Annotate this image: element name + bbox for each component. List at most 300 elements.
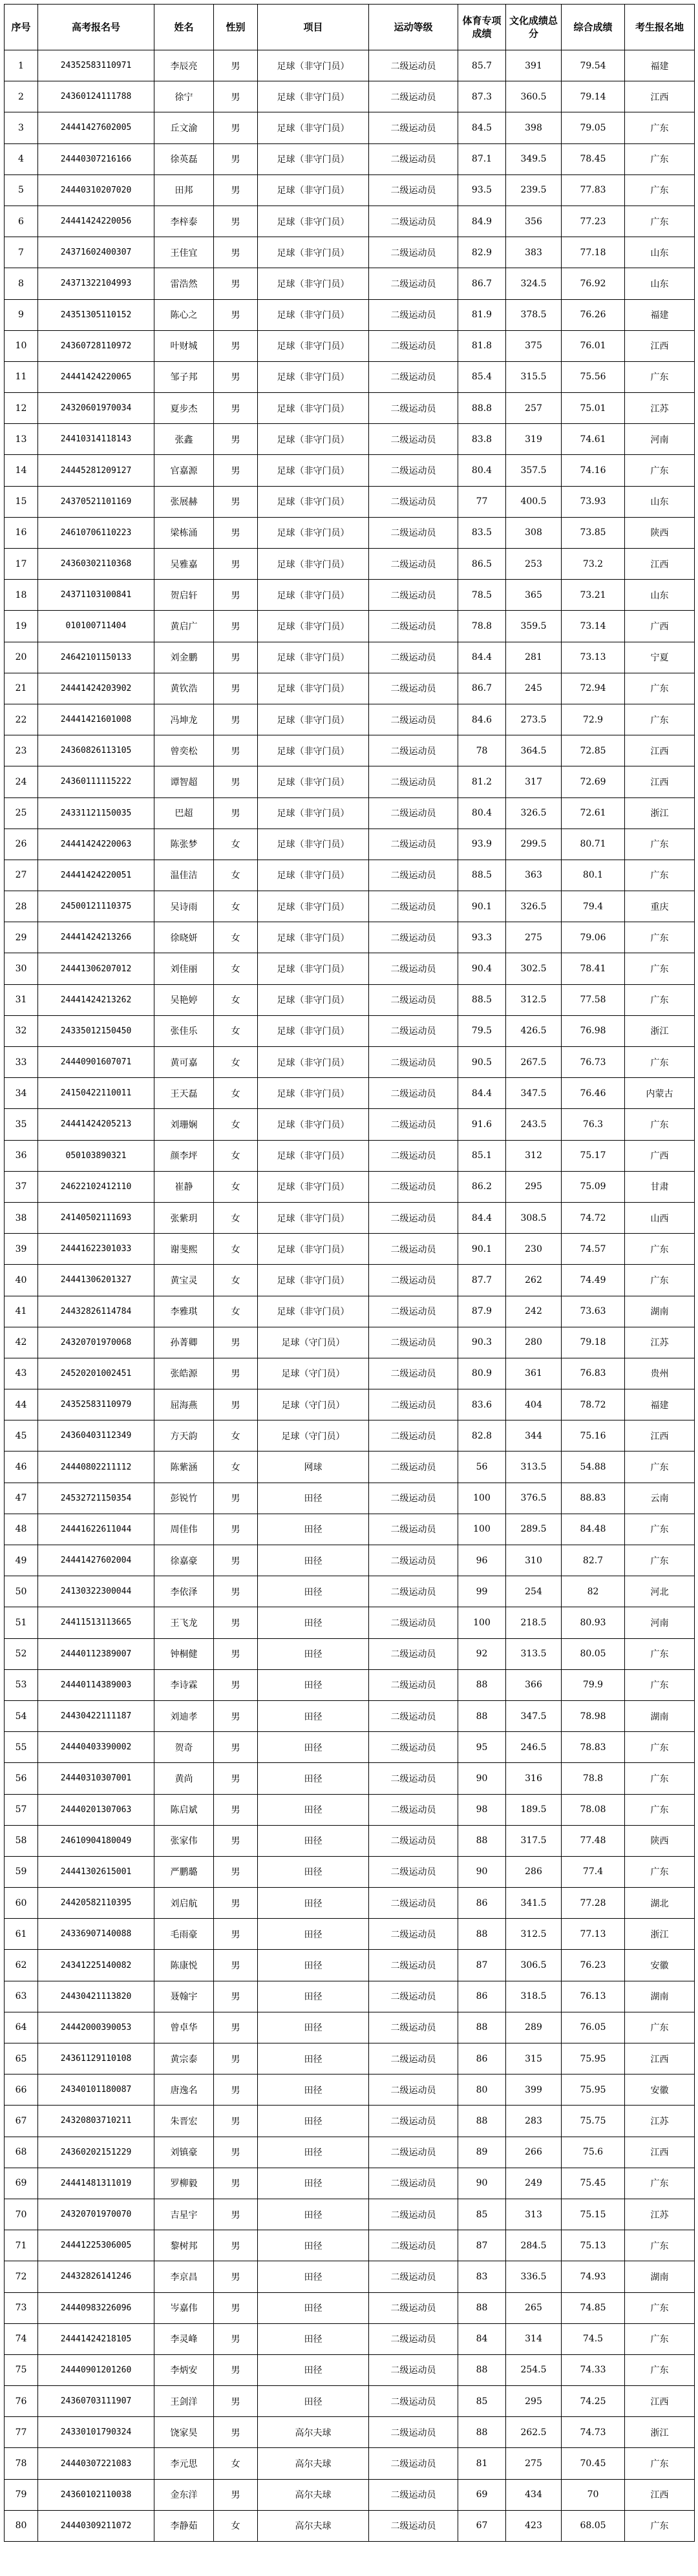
cell-name: 徐嘉豪 bbox=[154, 1545, 214, 1576]
cell-culture-total: 317 bbox=[506, 766, 562, 797]
cell-exam-number: 24441622611044 bbox=[38, 1514, 154, 1545]
cell-composite-score: 74.33 bbox=[562, 2354, 625, 2385]
cell-athlete-level: 二级运动员 bbox=[369, 143, 458, 174]
cell-exam-number: 24336907140088 bbox=[38, 1919, 154, 1950]
cell-exam-number: 24360728110972 bbox=[38, 330, 154, 361]
cell-event: 高尔夫球 bbox=[258, 2479, 369, 2510]
cell-region: 福建 bbox=[625, 299, 695, 330]
cell-exam-number: 24340101180087 bbox=[38, 2075, 154, 2106]
table-row bbox=[5, 580, 695, 611]
cell-culture-total: 230 bbox=[506, 1234, 562, 1265]
cell-culture-total: 326.5 bbox=[506, 797, 562, 829]
cell-region: 广东 bbox=[625, 1669, 695, 1700]
cell-exam-number: 24642101150133 bbox=[38, 642, 154, 673]
cell-exam-number: 24371103100841 bbox=[38, 580, 154, 611]
table-row bbox=[5, 330, 695, 361]
cell-composite-score: 76.73 bbox=[562, 1047, 625, 1078]
cell-athlete-level: 二级运动员 bbox=[369, 1545, 458, 1576]
cell-gender: 男 bbox=[214, 2075, 258, 2106]
cell-event: 足球（非守门员） bbox=[258, 81, 369, 112]
table-row bbox=[5, 1327, 695, 1358]
cell-gender: 男 bbox=[214, 704, 258, 735]
cell-name: 贺奇 bbox=[154, 1732, 214, 1763]
cell-index: 24 bbox=[5, 766, 38, 797]
cell-culture-total: 426.5 bbox=[506, 1015, 562, 1046]
cell-culture-total: 253 bbox=[506, 549, 562, 580]
cell-name: 黄尚 bbox=[154, 1763, 214, 1794]
cell-culture-total: 267.5 bbox=[506, 1047, 562, 1078]
cell-region: 江西 bbox=[625, 330, 695, 361]
cell-region: 广西 bbox=[625, 1140, 695, 1171]
cell-event: 足球（守门员） bbox=[258, 1358, 369, 1389]
cell-name: 李元思 bbox=[154, 2448, 214, 2479]
cell-event: 足球（非守门员） bbox=[258, 112, 369, 143]
cell-culture-total: 344 bbox=[506, 1420, 562, 1452]
cell-index: 7 bbox=[5, 237, 38, 268]
cell-sports-score: 86 bbox=[458, 2043, 506, 2075]
cell-region: 广东 bbox=[625, 2323, 695, 2354]
cell-index: 5 bbox=[5, 174, 38, 206]
cell-exam-number: 24440901607071 bbox=[38, 1047, 154, 1078]
cell-composite-score: 74.49 bbox=[562, 1265, 625, 1296]
table-row bbox=[5, 2168, 695, 2199]
cell-region: 江西 bbox=[625, 2479, 695, 2510]
table-row bbox=[5, 1015, 695, 1046]
cell-sports-score: 80.4 bbox=[458, 455, 506, 486]
cell-composite-score: 75.95 bbox=[562, 2075, 625, 2106]
cell-exam-number: 24360202151229 bbox=[38, 2137, 154, 2168]
cell-athlete-level: 二级运动员 bbox=[369, 1109, 458, 1140]
header-exam-number: 高考报名号 bbox=[38, 5, 154, 50]
cell-name: 黄宝灵 bbox=[154, 1265, 214, 1296]
cell-gender: 男 bbox=[214, 2386, 258, 2417]
cell-sports-score: 90.1 bbox=[458, 1234, 506, 1265]
cell-athlete-level: 二级运动员 bbox=[369, 2012, 458, 2043]
cell-composite-score: 76.05 bbox=[562, 2012, 625, 2043]
cell-gender: 男 bbox=[214, 112, 258, 143]
cell-index: 63 bbox=[5, 1981, 38, 2012]
cell-athlete-level: 二级运动员 bbox=[369, 1794, 458, 1825]
cell-name: 李京昌 bbox=[154, 2261, 214, 2292]
cell-region: 湖南 bbox=[625, 2261, 695, 2292]
cell-sports-score: 69 bbox=[458, 2479, 506, 2510]
table-row bbox=[5, 1420, 695, 1452]
cell-sports-score: 81.2 bbox=[458, 766, 506, 797]
cell-composite-score: 70 bbox=[562, 2479, 625, 2510]
cell-athlete-level: 二级运动员 bbox=[369, 81, 458, 112]
cell-sports-score: 84.4 bbox=[458, 1078, 506, 1109]
cell-index: 23 bbox=[5, 735, 38, 766]
cell-sports-score: 84.4 bbox=[458, 642, 506, 673]
cell-composite-score: 78.98 bbox=[562, 1700, 625, 1731]
cell-exam-number: 24330101790324 bbox=[38, 2417, 154, 2448]
cell-event: 足球（非守门员） bbox=[258, 549, 369, 580]
table-row bbox=[5, 1296, 695, 1327]
cell-gender: 女 bbox=[214, 1078, 258, 1109]
table-row bbox=[5, 797, 695, 829]
cell-name: 屈海燕 bbox=[154, 1389, 214, 1420]
cell-culture-total: 245 bbox=[506, 673, 562, 704]
cell-composite-score: 75.6 bbox=[562, 2137, 625, 2168]
cell-composite-score: 76.92 bbox=[562, 268, 625, 299]
cell-athlete-level: 二级运动员 bbox=[369, 1296, 458, 1327]
cell-event: 田径 bbox=[258, 1856, 369, 1887]
cell-composite-score: 79.05 bbox=[562, 112, 625, 143]
cell-index: 25 bbox=[5, 797, 38, 829]
cell-culture-total: 318.5 bbox=[506, 1981, 562, 2012]
cell-composite-score: 77.28 bbox=[562, 1888, 625, 1919]
cell-exam-number: 24370521101169 bbox=[38, 486, 154, 517]
cell-event: 足球（非守门员） bbox=[258, 829, 369, 860]
cell-sports-score: 81.9 bbox=[458, 299, 506, 330]
cell-name: 徐英磊 bbox=[154, 143, 214, 174]
cell-sports-score: 83.8 bbox=[458, 424, 506, 455]
cell-athlete-level: 二级运动员 bbox=[369, 2386, 458, 2417]
cell-sports-score: 86 bbox=[458, 1888, 506, 1919]
cell-region: 浙江 bbox=[625, 797, 695, 829]
cell-exam-number: 24440901201260 bbox=[38, 2354, 154, 2385]
cell-index: 43 bbox=[5, 1358, 38, 1389]
table-row bbox=[5, 393, 695, 424]
cell-name: 谢斐熙 bbox=[154, 1234, 214, 1265]
cell-athlete-level: 二级运动员 bbox=[369, 1576, 458, 1607]
cell-athlete-level: 二级运动员 bbox=[369, 1514, 458, 1545]
cell-index: 45 bbox=[5, 1420, 38, 1452]
cell-event: 高尔夫球 bbox=[258, 2510, 369, 2541]
cell-exam-number: 24440802211112 bbox=[38, 1452, 154, 1483]
cell-event: 足球（守门员） bbox=[258, 1389, 369, 1420]
cell-region: 浙江 bbox=[625, 1015, 695, 1046]
cell-exam-number: 24411513113665 bbox=[38, 1607, 154, 1638]
cell-athlete-level: 二级运动员 bbox=[369, 2292, 458, 2323]
cell-gender: 女 bbox=[214, 2510, 258, 2541]
cell-composite-score: 75.09 bbox=[562, 1171, 625, 1202]
cell-index: 27 bbox=[5, 860, 38, 891]
cell-gender: 女 bbox=[214, 1202, 258, 1233]
cell-sports-score: 89 bbox=[458, 2137, 506, 2168]
cell-name: 李静茹 bbox=[154, 2510, 214, 2541]
cell-region: 广东 bbox=[625, 1763, 695, 1794]
cell-exam-number: 24351305110152 bbox=[38, 299, 154, 330]
cell-sports-score: 86.2 bbox=[458, 1171, 506, 1202]
cell-name: 孙菁卿 bbox=[154, 1327, 214, 1358]
cell-index: 70 bbox=[5, 2199, 38, 2230]
cell-sports-score: 78 bbox=[458, 735, 506, 766]
cell-sports-score: 85.4 bbox=[458, 361, 506, 392]
cell-index: 58 bbox=[5, 1825, 38, 1856]
cell-region: 江西 bbox=[625, 1420, 695, 1452]
cell-index: 21 bbox=[5, 673, 38, 704]
cell-name: 颜李坪 bbox=[154, 1140, 214, 1171]
cell-event: 田径 bbox=[258, 1607, 369, 1638]
cell-event: 田径 bbox=[258, 1514, 369, 1545]
cell-region: 宁夏 bbox=[625, 642, 695, 673]
cell-sports-score: 88.5 bbox=[458, 860, 506, 891]
cell-composite-score: 82.7 bbox=[562, 1545, 625, 1576]
cell-composite-score: 76.23 bbox=[562, 1950, 625, 1981]
cell-sports-score: 87.9 bbox=[458, 1296, 506, 1327]
cell-exam-number: 24441424213266 bbox=[38, 922, 154, 953]
cell-sports-score: 88 bbox=[458, 2106, 506, 2137]
table-row bbox=[5, 922, 695, 953]
table-row bbox=[5, 517, 695, 548]
cell-culture-total: 257 bbox=[506, 393, 562, 424]
cell-index: 44 bbox=[5, 1389, 38, 1420]
cell-gender: 女 bbox=[214, 1296, 258, 1327]
cell-event: 足球（非守门员） bbox=[258, 1234, 369, 1265]
cell-region: 浙江 bbox=[625, 1919, 695, 1950]
cell-gender: 男 bbox=[214, 2106, 258, 2137]
cell-athlete-level: 二级运动员 bbox=[369, 174, 458, 206]
cell-gender: 男 bbox=[214, 2292, 258, 2323]
cell-athlete-level: 二级运动员 bbox=[369, 860, 458, 891]
table-row bbox=[5, 2386, 695, 2417]
cell-composite-score: 74.5 bbox=[562, 2323, 625, 2354]
cell-index: 79 bbox=[5, 2479, 38, 2510]
cell-gender: 男 bbox=[214, 1732, 258, 1763]
cell-gender: 男 bbox=[214, 1856, 258, 1887]
table-row bbox=[5, 299, 695, 330]
cell-gender: 男 bbox=[214, 580, 258, 611]
cell-exam-number: 24150422110011 bbox=[38, 1078, 154, 1109]
table-row bbox=[5, 704, 695, 735]
cell-exam-number: 24610904180049 bbox=[38, 1825, 154, 1856]
cell-name: 张展赫 bbox=[154, 486, 214, 517]
cell-sports-score: 96 bbox=[458, 1545, 506, 1576]
table-row bbox=[5, 1919, 695, 1950]
cell-culture-total: 249 bbox=[506, 2168, 562, 2199]
cell-athlete-level: 二级运动员 bbox=[369, 704, 458, 735]
cell-event: 田径 bbox=[258, 1483, 369, 1514]
cell-name: 叶财城 bbox=[154, 330, 214, 361]
cell-composite-score: 73.14 bbox=[562, 611, 625, 642]
cell-name: 丘文渝 bbox=[154, 112, 214, 143]
cell-event: 田径 bbox=[258, 1981, 369, 2012]
table-row bbox=[5, 1607, 695, 1638]
cell-region: 广东 bbox=[625, 984, 695, 1015]
cell-exam-number: 24441622301033 bbox=[38, 1234, 154, 1265]
cell-index: 77 bbox=[5, 2417, 38, 2448]
cell-composite-score: 74.25 bbox=[562, 2386, 625, 2417]
cell-index: 16 bbox=[5, 517, 38, 548]
cell-event: 足球（非守门员） bbox=[258, 206, 369, 237]
cell-culture-total: 295 bbox=[506, 1171, 562, 1202]
cell-athlete-level: 二级运动员 bbox=[369, 984, 458, 1015]
cell-event: 足球（非守门员） bbox=[258, 143, 369, 174]
cell-exam-number: 24500121110375 bbox=[38, 891, 154, 922]
table-row bbox=[5, 2261, 695, 2292]
cell-gender: 男 bbox=[214, 1950, 258, 1981]
cell-composite-score: 77.48 bbox=[562, 1825, 625, 1856]
cell-culture-total: 308 bbox=[506, 517, 562, 548]
cell-culture-total: 378.5 bbox=[506, 299, 562, 330]
cell-gender: 男 bbox=[214, 143, 258, 174]
cell-sports-score: 88 bbox=[458, 2012, 506, 2043]
cell-composite-score: 78.83 bbox=[562, 1732, 625, 1763]
cell-culture-total: 275 bbox=[506, 2448, 562, 2479]
cell-event: 足球（非守门员） bbox=[258, 1078, 369, 1109]
cell-exam-number: 24442000390053 bbox=[38, 2012, 154, 2043]
cell-athlete-level: 二级运动员 bbox=[369, 2137, 458, 2168]
cell-gender: 男 bbox=[214, 2261, 258, 2292]
cell-athlete-level: 二级运动员 bbox=[369, 2075, 458, 2106]
cell-exam-number: 24360826113105 bbox=[38, 735, 154, 766]
cell-region: 广东 bbox=[625, 1732, 695, 1763]
cell-index: 4 bbox=[5, 143, 38, 174]
cell-event: 高尔夫球 bbox=[258, 2417, 369, 2448]
cell-exam-number: 24352583110979 bbox=[38, 1389, 154, 1420]
cell-athlete-level: 二级运动员 bbox=[369, 1763, 458, 1794]
table-row bbox=[5, 2448, 695, 2479]
cell-event: 足球（非守门员） bbox=[258, 1296, 369, 1327]
cell-culture-total: 218.5 bbox=[506, 1607, 562, 1638]
cell-composite-score: 84.48 bbox=[562, 1514, 625, 1545]
table-row bbox=[5, 1047, 695, 1078]
table-row bbox=[5, 1514, 695, 1545]
cell-event: 足球（非守门员） bbox=[258, 735, 369, 766]
cell-name: 李雅琪 bbox=[154, 1296, 214, 1327]
cell-gender: 男 bbox=[214, 361, 258, 392]
cell-sports-score: 67 bbox=[458, 2510, 506, 2541]
cell-exam-number: 24440309211072 bbox=[38, 2510, 154, 2541]
admission-score-sheet bbox=[4, 4, 694, 2542]
cell-name: 陈心之 bbox=[154, 299, 214, 330]
cell-culture-total: 295 bbox=[506, 2386, 562, 2417]
table-row bbox=[5, 860, 695, 891]
cell-name: 温佳洁 bbox=[154, 860, 214, 891]
cell-composite-score: 70.45 bbox=[562, 2448, 625, 2479]
cell-event: 足球（非守门员） bbox=[258, 766, 369, 797]
table-row bbox=[5, 1950, 695, 1981]
cell-culture-total: 189.5 bbox=[506, 1794, 562, 1825]
cell-region: 广东 bbox=[625, 1265, 695, 1296]
cell-region: 广东 bbox=[625, 206, 695, 237]
cell-athlete-level: 二级运动员 bbox=[369, 1888, 458, 1919]
cell-name: 张鑫 bbox=[154, 424, 214, 455]
cell-athlete-level: 二级运动员 bbox=[369, 2417, 458, 2448]
cell-index: 38 bbox=[5, 1202, 38, 1233]
cell-culture-total: 280 bbox=[506, 1327, 562, 1358]
cell-index: 59 bbox=[5, 1856, 38, 1887]
cell-exam-number: 24440310207020 bbox=[38, 174, 154, 206]
cell-sports-score: 85 bbox=[458, 2386, 506, 2417]
table-row bbox=[5, 206, 695, 237]
cell-culture-total: 315.5 bbox=[506, 361, 562, 392]
cell-exam-number: 24432826141246 bbox=[38, 2261, 154, 2292]
cell-event: 足球（非守门员） bbox=[258, 984, 369, 1015]
cell-event: 足球（非守门员） bbox=[258, 797, 369, 829]
cell-sports-score: 90.3 bbox=[458, 1327, 506, 1358]
cell-name: 王剑洋 bbox=[154, 2386, 214, 2417]
cell-gender: 女 bbox=[214, 1015, 258, 1046]
table-row bbox=[5, 361, 695, 392]
cell-name: 张紫玥 bbox=[154, 1202, 214, 1233]
cell-index: 2 bbox=[5, 81, 38, 112]
cell-athlete-level: 二级运动员 bbox=[369, 891, 458, 922]
cell-name: 刘珊娴 bbox=[154, 1109, 214, 1140]
cell-sports-score: 84.5 bbox=[458, 112, 506, 143]
cell-athlete-level: 二级运动员 bbox=[369, 2106, 458, 2137]
cell-composite-score: 80.05 bbox=[562, 1638, 625, 1669]
cell-region: 广东 bbox=[625, 455, 695, 486]
cell-exam-number: 24420582110395 bbox=[38, 1888, 154, 1919]
cell-athlete-level: 二级运动员 bbox=[369, 1327, 458, 1358]
cell-event: 足球（守门员） bbox=[258, 1327, 369, 1358]
score-table bbox=[4, 4, 695, 2542]
cell-index: 39 bbox=[5, 1234, 38, 1265]
cell-sports-score: 88 bbox=[458, 2417, 506, 2448]
cell-athlete-level: 二级运动员 bbox=[369, 50, 458, 81]
cell-event: 足球（非守门员） bbox=[258, 1109, 369, 1140]
cell-event: 足球（非守门员） bbox=[258, 1265, 369, 1296]
cell-name: 王飞龙 bbox=[154, 1607, 214, 1638]
cell-culture-total: 347.5 bbox=[506, 1078, 562, 1109]
cell-culture-total: 286 bbox=[506, 1856, 562, 1887]
cell-index: 68 bbox=[5, 2137, 38, 2168]
cell-event: 田径 bbox=[258, 2012, 369, 2043]
cell-athlete-level: 二级运动员 bbox=[369, 330, 458, 361]
cell-region: 广东 bbox=[625, 1047, 695, 1078]
cell-athlete-level: 二级运动员 bbox=[369, 1202, 458, 1233]
cell-name: 黄启广 bbox=[154, 611, 214, 642]
table-row bbox=[5, 766, 695, 797]
cell-athlete-level: 二级运动员 bbox=[369, 424, 458, 455]
cell-name: 邹子邦 bbox=[154, 361, 214, 392]
cell-name: 唐逸名 bbox=[154, 2075, 214, 2106]
cell-culture-total: 314 bbox=[506, 2323, 562, 2354]
cell-event: 足球（非守门员） bbox=[258, 361, 369, 392]
cell-event: 田径 bbox=[258, 2292, 369, 2323]
cell-region: 广东 bbox=[625, 1109, 695, 1140]
cell-region: 江西 bbox=[625, 81, 695, 112]
cell-index: 32 bbox=[5, 1015, 38, 1046]
cell-event: 田径 bbox=[258, 2199, 369, 2230]
cell-culture-total: 254.5 bbox=[506, 2354, 562, 2385]
cell-exam-number: 24361129110108 bbox=[38, 2043, 154, 2075]
cell-name: 谭智超 bbox=[154, 766, 214, 797]
cell-region: 湖南 bbox=[625, 1700, 695, 1731]
cell-name: 曾卓华 bbox=[154, 2012, 214, 2043]
cell-index: 78 bbox=[5, 2448, 38, 2479]
table-row bbox=[5, 50, 695, 81]
cell-athlete-level: 二级运动员 bbox=[369, 766, 458, 797]
cell-gender: 男 bbox=[214, 1700, 258, 1731]
header-athlete-level: 运动等级 bbox=[369, 5, 458, 50]
cell-culture-total: 239.5 bbox=[506, 174, 562, 206]
cell-athlete-level: 二级运动员 bbox=[369, 953, 458, 984]
cell-region: 广东 bbox=[625, 1545, 695, 1576]
cell-athlete-level: 二级运动员 bbox=[369, 2479, 458, 2510]
cell-sports-score: 88 bbox=[458, 1825, 506, 1856]
cell-sports-score: 87.7 bbox=[458, 1265, 506, 1296]
cell-culture-total: 316 bbox=[506, 1763, 562, 1794]
cell-gender: 男 bbox=[214, 2168, 258, 2199]
cell-culture-total: 243.5 bbox=[506, 1109, 562, 1140]
cell-sports-score: 90.5 bbox=[458, 1047, 506, 1078]
cell-event: 田径 bbox=[258, 2323, 369, 2354]
table-row bbox=[5, 1202, 695, 1233]
cell-culture-total: 312.5 bbox=[506, 984, 562, 1015]
table-row bbox=[5, 1358, 695, 1389]
cell-event: 足球（非守门员） bbox=[258, 922, 369, 953]
cell-composite-score: 76.26 bbox=[562, 299, 625, 330]
cell-name: 彭锐竹 bbox=[154, 1483, 214, 1514]
cell-athlete-level: 二级运动员 bbox=[369, 393, 458, 424]
cell-region: 广东 bbox=[625, 673, 695, 704]
cell-event: 足球（非守门员） bbox=[258, 860, 369, 891]
table-row bbox=[5, 1389, 695, 1420]
cell-name: 梁栋涌 bbox=[154, 517, 214, 548]
